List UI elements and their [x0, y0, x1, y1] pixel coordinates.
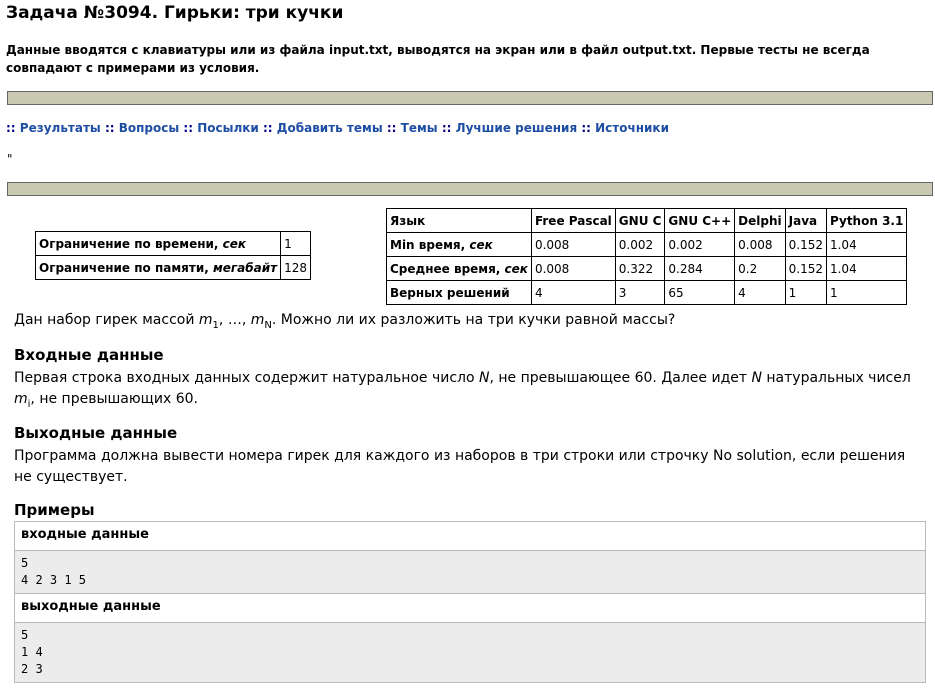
stats-cell: 1 [826, 281, 906, 305]
math-var: N [479, 370, 490, 386]
divider-bar-top [7, 91, 933, 105]
stats-cell: 0.002 [665, 233, 735, 257]
input-heading: Входные данные [14, 346, 164, 364]
stats-row-unit: сек [469, 237, 493, 252]
stats-row-min-time [387, 233, 907, 257]
limit-unit: сек [222, 236, 247, 251]
stats-cell: 4 [531, 281, 615, 305]
limit-label [36, 256, 281, 280]
nav-link-add-topics[interactable]: Добавить темы [276, 121, 383, 135]
math-sub: N [264, 319, 272, 331]
stats-cell: 1.04 [826, 233, 906, 257]
examples-heading: Примеры [14, 501, 95, 519]
stats-cell: 65 [665, 281, 735, 305]
nav-separator: :: [581, 121, 591, 135]
problem-nav [6, 121, 669, 135]
nav-link-sources[interactable]: Источники [595, 121, 669, 135]
input-text: , не превышающее 60. Далее идет [489, 370, 752, 386]
stats-cell: 0.152 [785, 233, 826, 257]
nav-link-topics[interactable]: Темы [400, 121, 438, 135]
stats-cell: 3 [615, 281, 665, 305]
limit-row-time [36, 232, 311, 256]
math-var: N [751, 370, 762, 386]
input-text: Первая строка входных данных содержит натуральное число [14, 370, 480, 386]
math-var: m [198, 312, 213, 328]
nav-separator: :: [263, 121, 273, 135]
output-heading: Выходные данные [14, 424, 178, 442]
stats-cell: 0.284 [665, 257, 735, 281]
stats-header-cell: GNU C++ [665, 209, 735, 233]
nav-separator: :: [441, 121, 452, 135]
stray-quote: " [7, 152, 13, 166]
input-description [14, 368, 924, 415]
stats-header-row [387, 209, 907, 233]
example-output-label: выходные данные [15, 594, 925, 623]
stats-cell: 0.008 [531, 257, 615, 281]
stats-cell: 0.2 [735, 257, 785, 281]
page-title: Задача №3094. Гирьки: три кучки [6, 3, 344, 23]
stats-row-unit: сек [504, 261, 528, 276]
stats-header-cell: Java [785, 209, 826, 233]
limit-value: 128 [281, 256, 311, 280]
math-var: m [14, 391, 28, 407]
limit-label-text: Ограничение по памяти, [39, 260, 213, 275]
stats-table [386, 208, 907, 305]
stats-row-avg-time [387, 257, 907, 281]
stats-header-cell: Delphi [735, 209, 785, 233]
stats-header-cell: Язык [387, 209, 532, 233]
math-var: m [250, 312, 265, 328]
statement-text: , …, [218, 312, 251, 328]
limit-unit: мегабайт [212, 260, 278, 275]
nav-separator: :: [6, 121, 16, 135]
stats-row-correct [387, 281, 907, 305]
stats-row-label [387, 233, 532, 257]
nav-separator: :: [183, 121, 194, 135]
stats-cell: 0.008 [735, 233, 785, 257]
example-input-label: входные данные [15, 522, 925, 551]
statement-text: Дан набор гирек массой [14, 312, 199, 328]
stats-cell: 1.04 [826, 257, 906, 281]
problem-statement [14, 310, 675, 336]
limit-row-memory [36, 256, 311, 280]
output-description: Программа должна вывести номера гирек для каждого из наборов в три строки или строчку No solution, если решения не существует. [14, 448, 906, 485]
limits-table [35, 231, 311, 280]
examples-box [14, 521, 926, 683]
stats-cell: 1 [785, 281, 826, 305]
limit-value: 1 [281, 232, 311, 256]
stats-header-cell: Free Pascal [531, 209, 615, 233]
stats-cell: 4 [735, 281, 785, 305]
nav-link-results[interactable]: Результаты [19, 121, 101, 135]
example-input-body: 5 4 2 3 1 5 [15, 551, 925, 594]
stats-cell: 0.322 [615, 257, 665, 281]
stats-row-label-text: Min время, [390, 237, 470, 252]
example-output-body: 5 1 4 2 3 [15, 623, 925, 682]
nav-separator: :: [386, 121, 397, 135]
stats-row-label-text: Среднее время, [390, 261, 505, 276]
stats-row-label [387, 257, 532, 281]
statement-text: . Можно ли их разложить на три кучки равной массы? [271, 312, 676, 328]
nav-separator: :: [104, 121, 115, 135]
nav-link-submissions[interactable]: Посылки [197, 121, 259, 135]
limit-label [36, 232, 281, 256]
math-sub: 1 [212, 319, 219, 331]
stats-header-cell: GNU C [615, 209, 665, 233]
limit-label-text: Ограничение по времени, [39, 236, 223, 251]
nav-link-questions[interactable]: Вопросы [118, 121, 180, 135]
io-notice: Данные вводятся с клавиатуры или из файла input.txt, выводятся на экран или в файл output.txt. Первые тесты не всегда совпадают с примерами из условия. [6, 43, 870, 75]
stats-row-label: Верных решений [387, 281, 532, 305]
stats-cell: 0.002 [615, 233, 665, 257]
math-sub: i [27, 398, 31, 410]
nav-link-best-solutions[interactable]: Лучшие решения [455, 121, 578, 135]
stats-cell: 0.152 [785, 257, 826, 281]
divider-bar-bottom [7, 182, 933, 196]
input-text: , не превышающих 60. [30, 391, 198, 407]
stats-cell: 0.008 [531, 233, 615, 257]
input-text: натуральных чисел [761, 370, 911, 386]
stats-header-cell: Python 3.1 [826, 209, 906, 233]
